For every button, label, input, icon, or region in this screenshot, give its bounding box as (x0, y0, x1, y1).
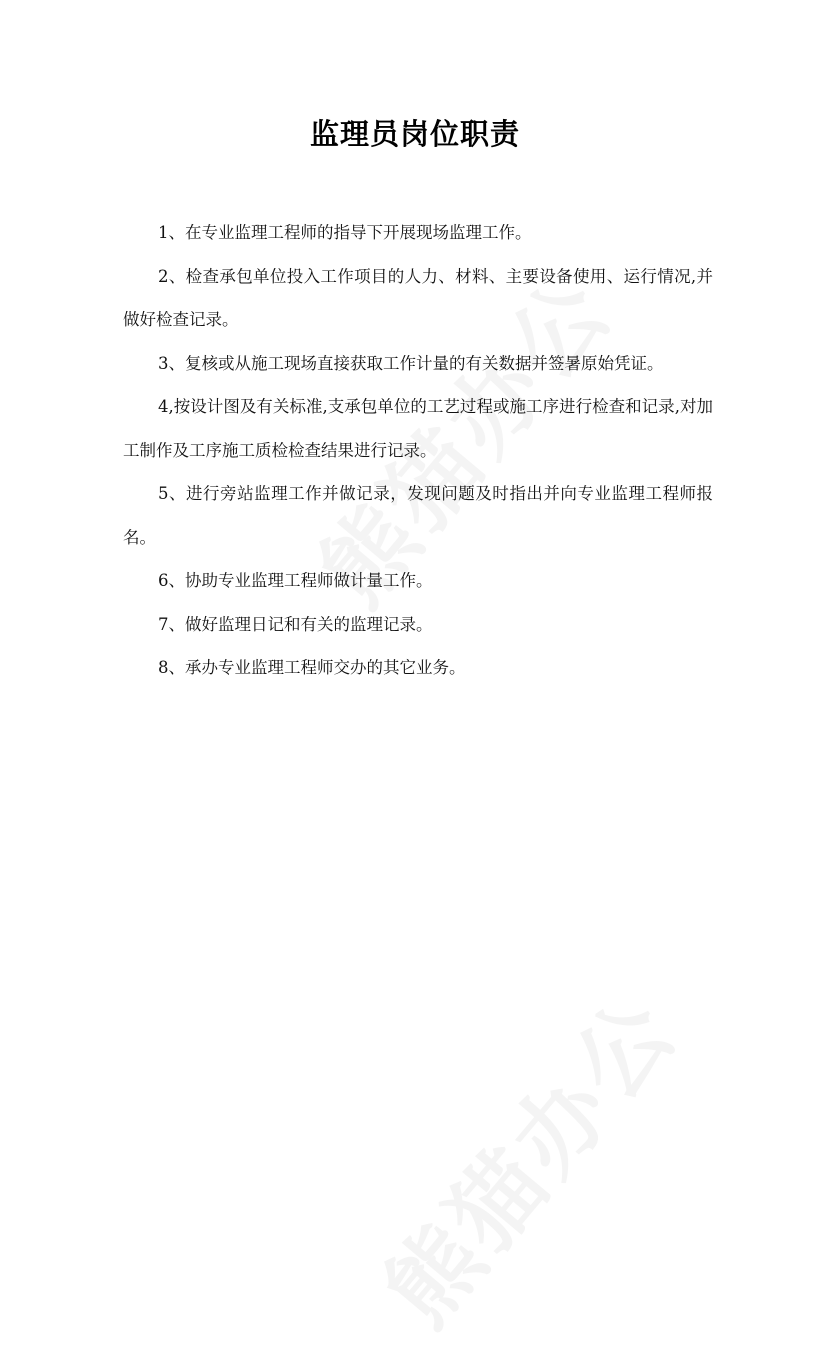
duty-paragraph-5: 5、进行旁站监理工作并做记录，发现问题及时指出并向专业监理工程师报名。 (123, 484, 713, 547)
duty-paragraph-1: 1、在专业监理工程师的指导下开展现场监理工作。 (158, 223, 532, 242)
document-body (123, 211, 713, 690)
duty-paragraph-7: 7、做好监理日记和有关的监理记录。 (158, 614, 433, 634)
duty-paragraph-6: 6、协助专业监理工程师做计量工作。 (158, 571, 433, 590)
duty-paragraph-3: 3、复核或从施工现场直接获取工作计量的有关数据并签暑原始凭证。 (158, 353, 664, 373)
duty-paragraph-2: 2、检查承包单位投入工作项目的人力、材料、主要设备使用、运行情况,并做好检查记录。 (123, 266, 713, 329)
watermark (349, 963, 702, 1348)
document-title: 监理员岗位职责 (309, 117, 520, 151)
duty-paragraph-4: 4,按设计图及有关标准,支承包单位的工艺过程或施工序进行检查和记录,对加工制作及工序施工质检检查结果进行记录。 (123, 397, 713, 460)
duty-paragraph-8: 8、承办专业监理工程师交办的其它业务。 (158, 658, 466, 677)
